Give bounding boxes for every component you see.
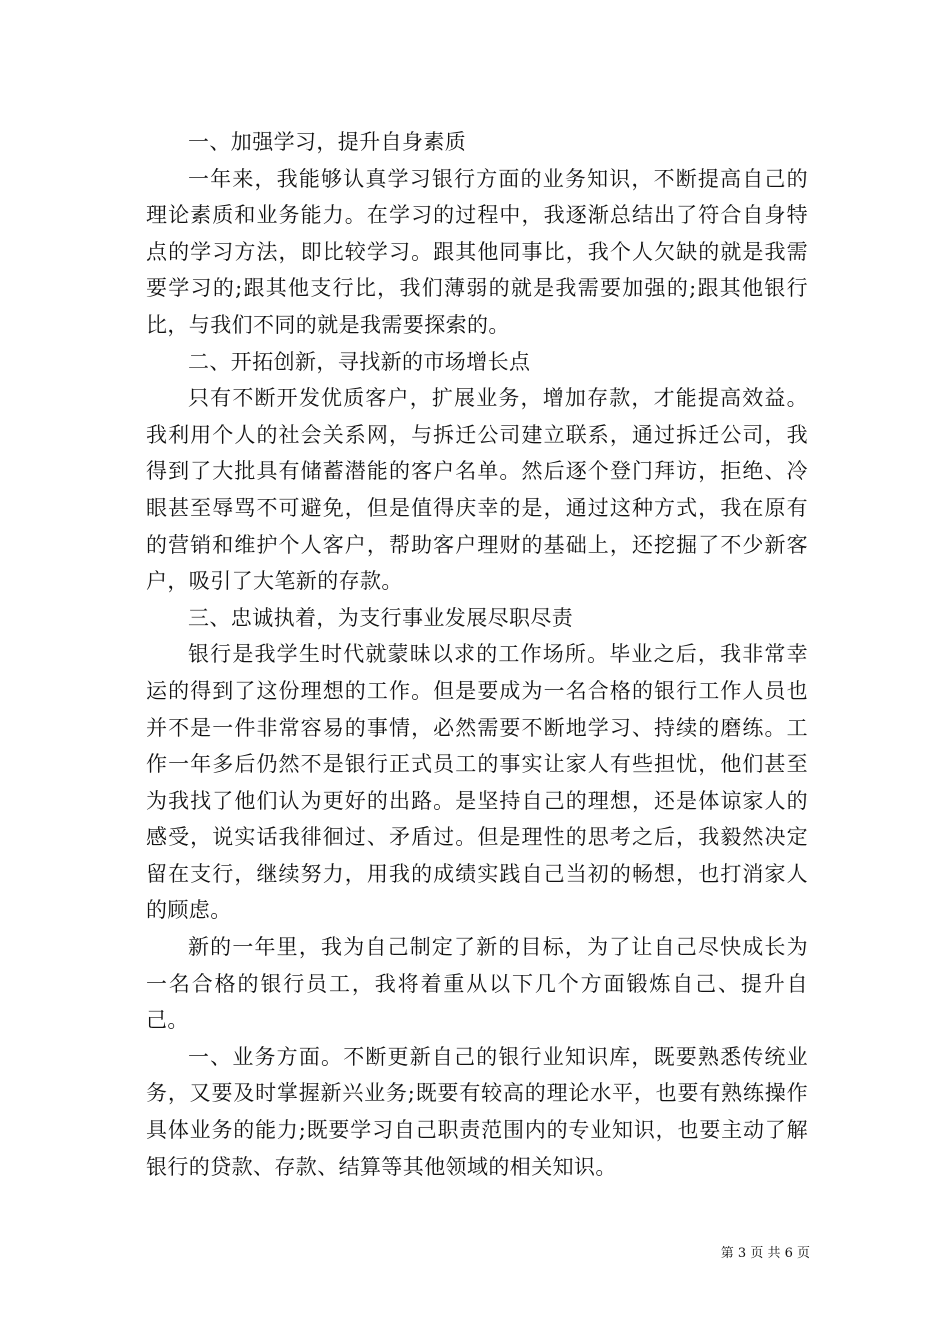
section-heading: 二、开拓创新，寻找新的市场增长点 [188, 349, 531, 374]
page-number-footer: 第 3 页 共 6 页 [720, 1246, 810, 1261]
section-heading: 一、加强学习，提升自身素质 [188, 130, 467, 154]
section-heading: 三、忠诚执着，为支行事业发展尽职尽责 [188, 605, 574, 630]
paragraph: 新的一年里，我为自己制定了新的目标，为了让自己尽快成长为一名合格的银行员工，我将着重从以下几个方面锻炼自己、提升自己。 [146, 935, 808, 1033]
paragraph: 只有不断开发优质客户，扩展业务，增加存款，才能提高效益。我利用个人的社会关系网，与拆迁公司建立联系，通过拆迁公司，我得到了大批具有储蓄潜能的客户名单。然后逐个登门拜访，拒绝、冷眼甚至辱骂不可避免，但是值得庆幸的是，通过这种方式，我在原有的营销和维护个人客户，帮助客户理财的基础上，还挖掘了不少新客户，吸引了大笔新的存款。 [146, 386, 808, 594]
paragraph: 银行是我学生时代就蒙昧以求的工作场所。毕业之后，我非常幸运的得到了这份理想的工作。但是要成为一名合格的银行工作人员也并不是一件非常容易的事情，必然需要不断地学习、持续的磨练。工作一年多后仍然不是银行正式员工的事实让家人有些担忧，他们甚至为我找了他们认为更好的出路。是坚持自己的理想，还是体谅家人的感受，说实话我徘徊过、矛盾过。但是理性的思考之后，我毅然决定留在支行，继续努力，用我的成绩实践自己当初的畅想，也打消家人的顾虑。 [146, 642, 808, 923]
paragraph: 一、业务方面。不断更新自己的银行业知识库，既要熟悉传统业务，又要及时掌握新兴业务;既要有较高的理论水平，也要有熟练操作具体业务的能力;既要学习自己职责范围内的专业知识，也要主动了解银行的贷款、存款、结算等其他领域的相关知识。 [146, 1044, 808, 1179]
paragraph: 一年来，我能够认真学习银行方面的业务知识，不断提高自己的理论素质和业务能力。在学习的过程中，我逐渐总结出了符合自身特点的学习方法，即比较学习。跟其他同事比，我个人欠缺的就是我需要学习的;跟其他支行比，我们薄弱的就是我需要加强的;跟其他银行比，与我们不同的就是我需要探索的。 [146, 166, 808, 337]
document-body [146, 124, 808, 1185]
